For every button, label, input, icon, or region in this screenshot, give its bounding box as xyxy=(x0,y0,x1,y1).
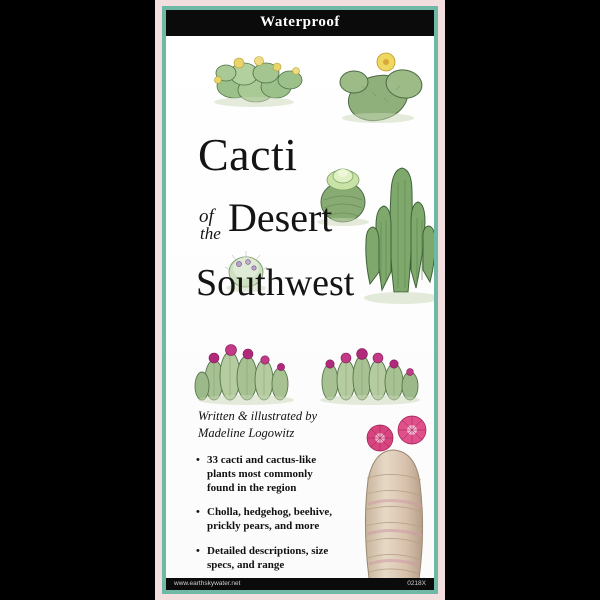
title-desert: Desert xyxy=(228,195,333,240)
fuzzy-ball-cactus-illustration xyxy=(218,242,274,294)
title-southwest: Southwest xyxy=(196,262,355,304)
title-of: of xyxy=(199,206,214,227)
waterproof-banner: Waterproof xyxy=(166,10,434,36)
prickly-pear-pad-top-right-illustration xyxy=(326,46,434,126)
guide-artwork-area xyxy=(166,36,434,578)
author-credit-line: Written & illustrated by xyxy=(198,409,318,423)
hedgehog-cactus-clump-left-illustration xyxy=(192,330,308,406)
footer-website: www.earthskywater.net xyxy=(174,579,241,587)
hedgehog-cactus-clump-right-illustration xyxy=(312,334,432,406)
list-item: • Cholla, hedgehog, beehive, prickly pears, and more xyxy=(196,506,342,534)
prickly-pear-cluster-top-left-illustration xyxy=(204,40,324,110)
list-item: • 33 cacti and cactus-like plants most commonly found in the region xyxy=(196,454,342,495)
feature-bullet-list xyxy=(196,454,342,578)
guide-footer-bar xyxy=(166,578,434,591)
footer-sku: 0218X xyxy=(407,579,426,587)
title-the: the xyxy=(200,224,221,243)
author-name: Madeline Logowitz xyxy=(198,425,295,440)
list-item: • Detailed descriptions, size specs, and range xyxy=(196,545,342,573)
product-image-folding-guide xyxy=(155,0,445,600)
guide-inner-border xyxy=(162,6,438,594)
title-cacti: Cacti xyxy=(198,129,298,180)
author-credit-block xyxy=(198,408,358,442)
saguaro-columnar-cactus-illustration xyxy=(358,122,434,307)
guide-front-panel xyxy=(166,10,434,590)
